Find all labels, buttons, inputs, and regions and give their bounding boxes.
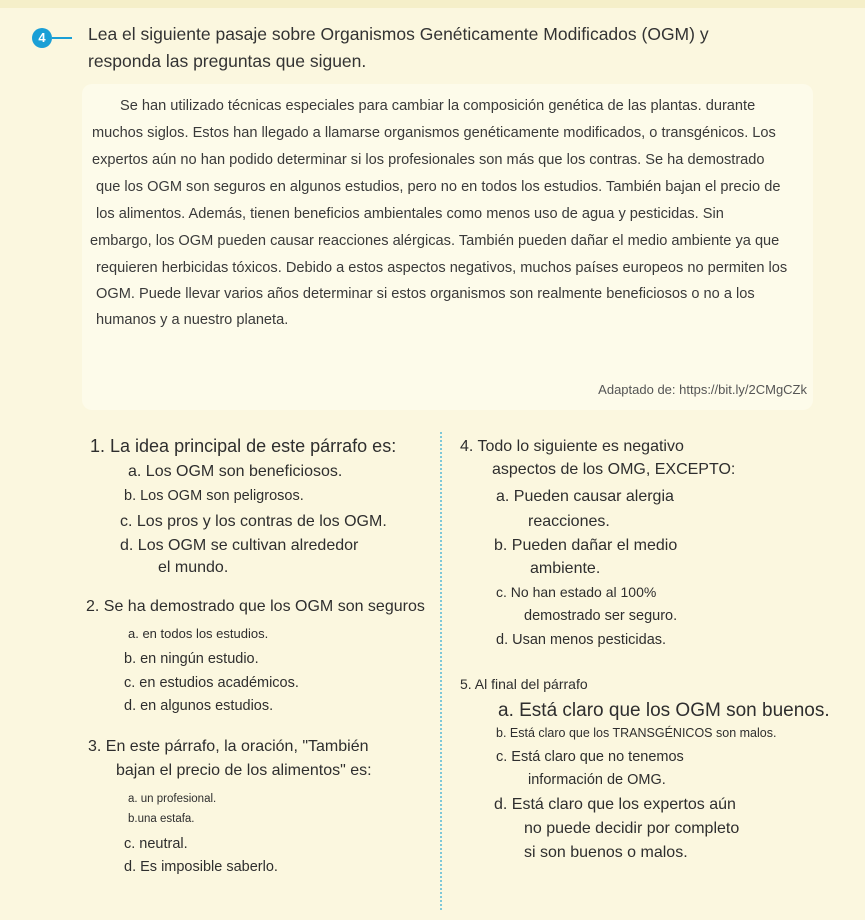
q4-option-b[interactable]: b. Pueden dañar el medio	[494, 537, 678, 554]
q5-option-d[interactable]: d. Está claro que los expertos aún	[494, 796, 736, 813]
q1-option-a[interactable]: a. Los OGM son beneficiosos.	[128, 463, 343, 480]
q4-option-d[interactable]: d. Usan menos pesticidas.	[496, 632, 667, 648]
passage-line: embargo, los OGM pueden causar reacciones alérgicas. También pueden dañar el medio ambiente ya que	[90, 233, 780, 249]
q3-option-b[interactable]: b.una estafa.	[128, 813, 195, 825]
q5-option-d-cont-1: no puede decidir por completo	[524, 820, 740, 837]
q5-option-a[interactable]: a. Está claro que los OGM son buenos.	[498, 700, 830, 721]
q2-option-d[interactable]: d. en algunos estudios.	[124, 698, 274, 714]
q3-option-d[interactable]: d. Es imposible saberlo.	[124, 859, 278, 875]
q5-option-b[interactable]: b. Está claro que los TRANSGÉNICOS son malos.	[496, 726, 777, 740]
q2-option-a[interactable]: a. en todos los estudios.	[128, 626, 269, 641]
instructions-line-1: Lea el siguiente pasaje sobre Organismos Genéticamente Modificados (OGM) y	[88, 24, 709, 44]
q4-option-c-cont: demostrado ser seguro.	[524, 608, 678, 624]
header-strip	[0, 0, 865, 8]
q4-option-a[interactable]: a. Pueden causar alergia	[496, 488, 674, 505]
q4-option-a-cont: reacciones.	[528, 513, 610, 530]
question-number-badge: 4	[32, 28, 52, 48]
q1-title: 1. La idea principal de este párrafo es:	[90, 436, 397, 456]
q4-option-c[interactable]: c. No han estado al 100%	[496, 584, 657, 600]
q2-option-b[interactable]: b. en ningún estudio.	[124, 651, 259, 667]
passage-line: expertos aún no han podido determinar si los profesionales son más que los contras. Se ha demostrado	[92, 152, 765, 168]
q1-option-d[interactable]: d. Los OGM se cultivan alrededor	[120, 537, 359, 554]
q3-option-c[interactable]: c. neutral.	[124, 836, 188, 852]
passage-line: muchos siglos. Estos han llegado a llamarse organismos genéticamente modificados, o transgénicos. Los	[92, 125, 776, 141]
passage-line: que los OGM son seguros en algunos estudios, pero no en todos los estudios. También bajan el precio de	[96, 179, 781, 195]
passage-source: Adaptado de: https://bit.ly/2CMgCZk	[598, 382, 807, 397]
q4-title-2: aspectos de los OMG, EXCEPTO:	[492, 461, 736, 478]
q5-option-c-cont: información de OMG.	[528, 772, 666, 788]
q2-title: 2. Se ha demostrado que los OGM son seguros	[86, 598, 425, 615]
passage-line: los alimentos. Además, tienen beneficios ambientales como menos uso de agua y pesticidas. Sin	[96, 206, 724, 222]
column-divider	[440, 432, 442, 910]
q4-title-1: 4. Todo lo siguiente es negativo	[460, 438, 684, 455]
passage-line: OGM. Puede llevar varios años determinar si estos organismos son realmente beneficiosos o no a los	[96, 286, 755, 302]
passage-line: Se han utilizado técnicas especiales para cambiar la composición genética de las plantas. durante	[120, 98, 756, 114]
passage-line: humanos y a nuestro planeta.	[96, 312, 289, 328]
q3-option-a[interactable]: a. un profesional.	[128, 793, 217, 805]
badge-connector-line	[52, 37, 72, 39]
q4-option-b-cont: ambiente.	[530, 560, 601, 577]
q5-option-c[interactable]: c. Está claro que no tenemos	[496, 749, 684, 765]
q5-option-d-cont-2: si son buenos o malos.	[524, 844, 688, 861]
passage-line: requieren herbicidas tóxicos. Debido a estos aspectos negativos, muchos países europeos no permiten los	[96, 260, 788, 276]
q1-option-d-cont: el mundo.	[158, 559, 229, 576]
q3-title-1: 3. En este párrafo, la oración, "También	[88, 738, 369, 755]
q1-option-c[interactable]: c. Los pros y los contras de los OGM.	[120, 513, 387, 530]
q1-option-b[interactable]: b. Los OGM son peligrosos.	[124, 488, 304, 504]
q2-option-c[interactable]: c. en estudios académicos.	[124, 675, 299, 691]
q5-title: 5. Al final del párrafo	[460, 676, 588, 692]
q3-title-2: bajan el precio de los alimentos" es:	[116, 762, 372, 779]
instructions-line-2: responda las preguntas que siguen.	[88, 51, 367, 71]
